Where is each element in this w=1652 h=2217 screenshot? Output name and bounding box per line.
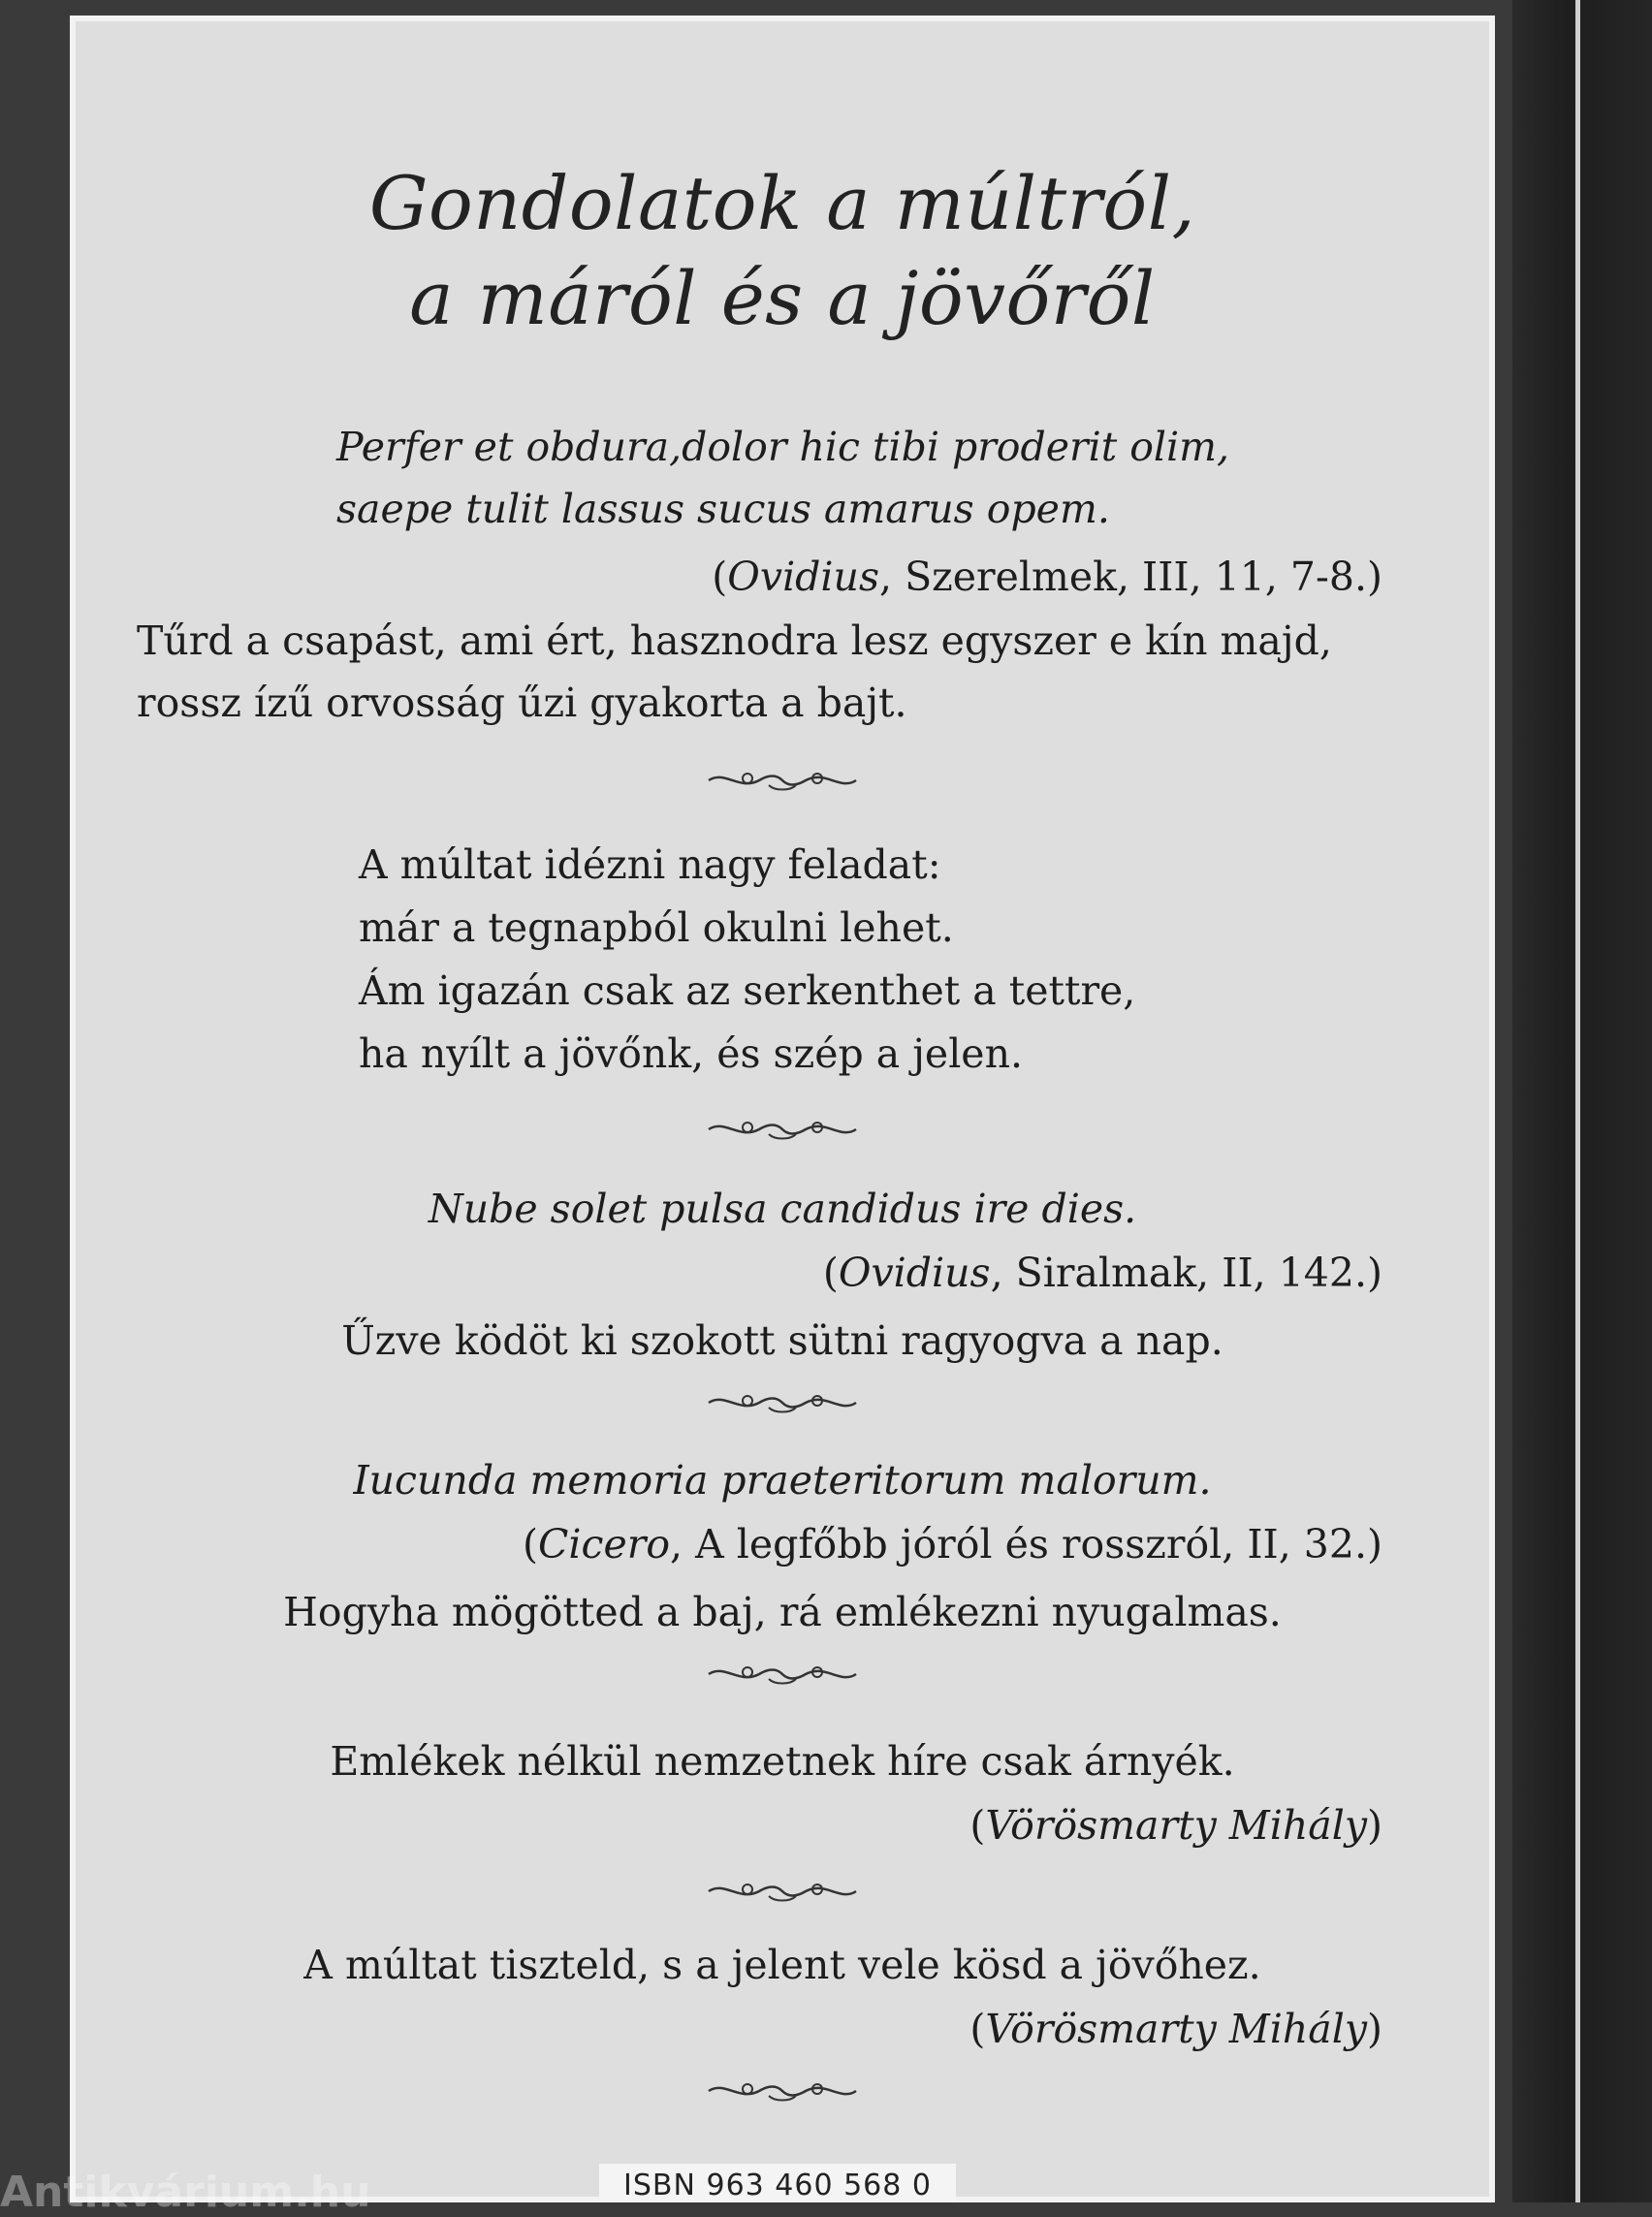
flourish-ornament-icon (76, 1660, 1489, 1689)
latin-quote-line: Iucunda memoria praeteritorum malorum. (353, 1457, 1212, 1504)
quote-source: (Cicero, A legfőbb jóról és rosszról, II, 32.) (523, 1521, 1382, 1568)
poem-line: ha nyílt a jövőnk, és szép a jelen. (359, 1030, 1024, 1077)
quote-source: (Vörösmarty Mihály) (969, 1802, 1382, 1849)
source-author: Vörösmarty Mihály (985, 1802, 1367, 1849)
book-page (70, 16, 1495, 2202)
flourish-ornament-icon (76, 2076, 1489, 2106)
latin-quote-line: Nube solet pulsa candidus ire dies. (428, 1186, 1137, 1232)
flourish-ornament-icon (76, 766, 1489, 795)
watermark: Antikvárium.hu (0, 2168, 371, 2217)
source-author: Ovidius (727, 554, 879, 600)
quote-source: (Vörösmarty Mihály) (969, 2006, 1382, 2052)
spine-edge (1575, 0, 1580, 2202)
poem-line: A múltat idézni nagy feladat: (359, 841, 941, 888)
latin-quote-line: Perfer et obdura,dolor hic tibi proderit olim, (336, 424, 1230, 470)
page-title-line-1: Gondolatok a múltról, (368, 160, 1196, 246)
translation-line: Tűrd a csapást, ami ért, hasznodra lesz egyszer e kín majd, (137, 618, 1332, 664)
isbn-label: ISBN 963 460 568 0 (599, 2164, 956, 2202)
translation-line: Űzve ködöt ki szokott sütni ragyogva a nap. (341, 1317, 1223, 1364)
flourish-ornament-icon (76, 1388, 1489, 1417)
source-author: Cicero (538, 1521, 671, 1568)
quote-source: (Ovidius, Siralmak, II, 142.) (822, 1250, 1382, 1296)
source-author: Vörösmarty Mihály (985, 2006, 1367, 2052)
latin-quote-line: saepe tulit lassus sucus amarus opem. (336, 486, 1110, 532)
flourish-ornament-icon (76, 1877, 1489, 1906)
quote-line: A múltat tiszteld, s a jelent vele kösd a jövőhez. (303, 1942, 1261, 1988)
poem-line: már a tegnapból okulni lehet. (359, 904, 954, 951)
source-author: Ovidius (838, 1250, 991, 1296)
poem-line: Ám igazán csak az serkenthet a tettre, (359, 967, 1136, 1014)
page-title-line-2: a máról és a jövőről (409, 255, 1156, 341)
book-spine (1512, 0, 1652, 2202)
quote-line: Emlékek nélkül nemzetnek híre csak árnyék. (330, 1738, 1235, 1785)
quote-source: (Ovidius, Szerelmek, III, 11, 7-8.) (712, 554, 1382, 600)
translation-line: Hogyha mögötted a baj, rá emlékezni nyugalmas. (283, 1589, 1282, 1635)
translation-line: rossz ízű orvosság űzi gyakorta a bajt. (137, 680, 907, 726)
flourish-ornament-icon (76, 1115, 1489, 1144)
